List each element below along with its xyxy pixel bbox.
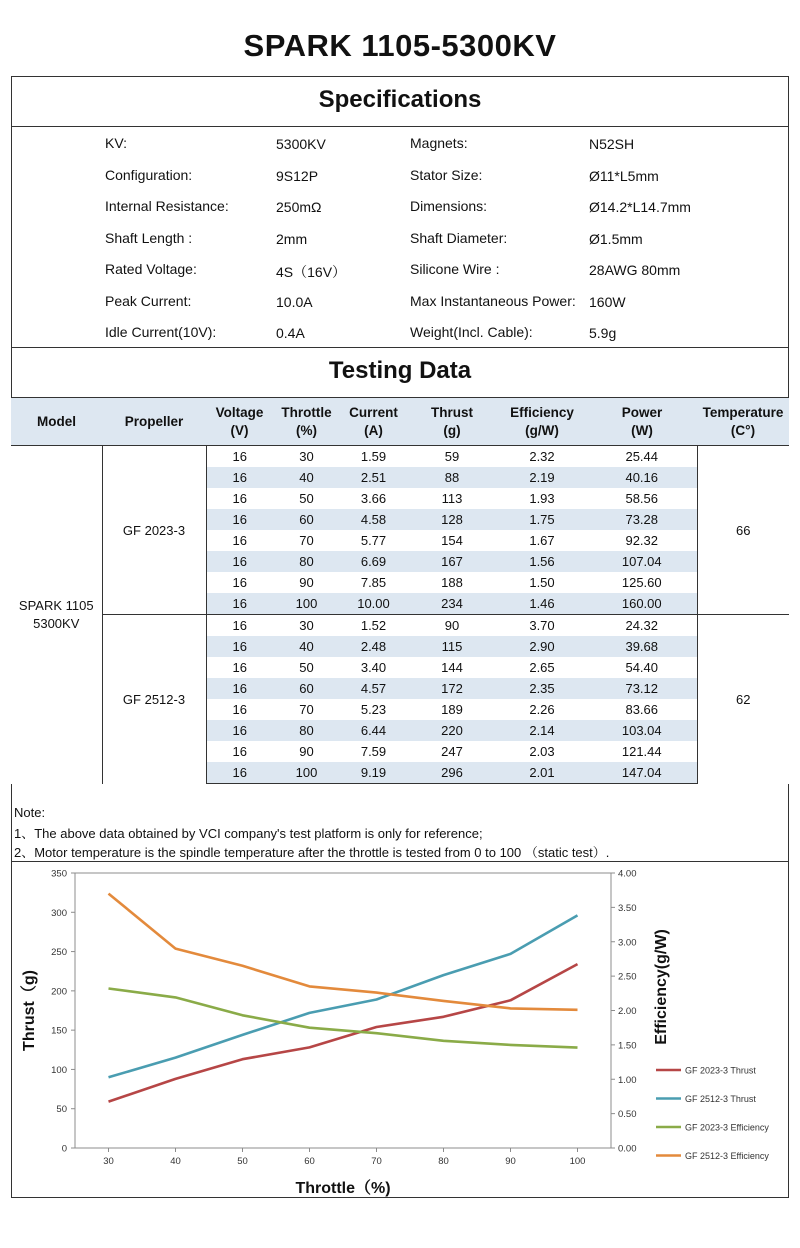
spec-value: 4S（16V）: [276, 264, 347, 280]
spec-value: N52SH: [589, 136, 635, 152]
spec-label: Shaft Diameter:: [410, 229, 508, 246]
table-cell: 16: [232, 744, 247, 759]
column-header-text: Power: [621, 404, 663, 420]
spec-value: Ø14.2*L14.7mm: [589, 199, 691, 215]
spec-label: Magnets:: [410, 135, 468, 151]
column-header-text: Temperature: [702, 404, 784, 420]
column-header-unit: (g): [443, 422, 461, 438]
table-cell: 5.23: [360, 702, 387, 717]
table-cell: 4.57: [340, 678, 407, 699]
table-cell: 115: [407, 636, 497, 657]
table-cell: 160.00: [587, 593, 697, 615]
table-cell: 60: [273, 509, 340, 530]
x-tick-label: 60: [304, 1156, 315, 1167]
thrust-efficiency-chart: [11, 862, 789, 1197]
left-tick-label: 0: [61, 1143, 67, 1155]
column-header-unit: (C°): [730, 422, 756, 438]
spec-value: 250mΩ: [276, 199, 322, 215]
right-tick-label: 4.00: [618, 868, 637, 880]
table-cell: 7.85: [360, 575, 387, 590]
table-cell: 90: [299, 744, 314, 759]
legend-label: GF 2023-3 Efficiency: [685, 1122, 769, 1133]
right-tick-label: 2.50: [618, 971, 637, 983]
column-header: [102, 398, 206, 446]
table-cell: 30: [273, 615, 340, 637]
table-cell: 2.26: [529, 702, 555, 717]
table-cell: 39.68: [587, 636, 697, 657]
table-cell: 16: [206, 446, 273, 468]
spec-label: Rated Voltage:: [105, 261, 197, 277]
table-cell: 2.48: [340, 636, 407, 657]
table-cell: 1.67: [529, 533, 555, 548]
table-cell: 24.32: [587, 615, 697, 637]
table-cell: 16: [206, 467, 273, 488]
specifications-heading: Specifications: [318, 86, 482, 113]
spec-label: Stator Size:: [410, 166, 483, 183]
table-cell: 2.01: [497, 762, 587, 784]
table-body: [11, 446, 789, 784]
table-cell: 16: [232, 491, 247, 506]
table-cell: 189: [441, 702, 463, 717]
x-tick-label: 70: [371, 1156, 382, 1167]
table-cell: 16: [206, 615, 273, 637]
table-cell: 172: [407, 678, 497, 699]
table-cell: 92.32: [587, 530, 697, 551]
table-cell: 125.60: [587, 572, 697, 593]
temperature-cell: 66: [697, 446, 789, 615]
table-cell: 6.44: [340, 720, 407, 741]
table-cell: 58.56: [587, 488, 697, 509]
note-heading: Note:: [14, 805, 46, 820]
column-header-text: Efficiency: [510, 404, 574, 420]
spec-label: Dimensions:: [410, 198, 488, 214]
divider: [11, 126, 789, 127]
x-tick-label: 90: [505, 1156, 516, 1167]
right-tick-label: 0.50: [618, 1109, 637, 1121]
table-cell: 1.93: [529, 491, 555, 506]
table-cell: 16: [232, 575, 247, 590]
table-cell: 2.65: [529, 660, 555, 675]
table-cell: 1.56: [497, 551, 587, 572]
spec-label: KV:: [105, 135, 128, 151]
series-line-4: [109, 894, 578, 1010]
table-cell: 50: [299, 491, 314, 506]
x-tick-label: 40: [170, 1156, 181, 1167]
spec-value: 160W: [589, 293, 626, 310]
table-cell: 16: [206, 720, 273, 741]
table-cell: 16: [206, 762, 273, 784]
temperature-cell: 62: [697, 615, 789, 784]
column-header-text: Propeller: [124, 413, 184, 429]
table-cell: 1.52: [340, 615, 407, 637]
table-cell: 80: [273, 720, 340, 741]
table-cell: 2.90: [497, 636, 587, 657]
table-cell: 16: [206, 509, 273, 530]
spec-value: 5300KV: [276, 136, 326, 152]
table-cell: 80: [273, 551, 340, 572]
table-cell: 234: [407, 593, 497, 615]
column-header: [697, 398, 789, 446]
x-tick-label: 30: [103, 1156, 114, 1167]
table-cell: 54.40: [587, 657, 697, 678]
x-tick-label: 50: [237, 1156, 248, 1167]
table-cell: 4.58: [340, 509, 407, 530]
table-cell: 107.04: [587, 551, 697, 572]
testing-data-table: [11, 398, 789, 784]
right-tick-label: 1.00: [618, 1074, 637, 1086]
table-cell: 70: [299, 533, 314, 548]
legend-label: GF 2512-3 Efficiency: [685, 1151, 769, 1161]
right-tick-label: 3.50: [618, 902, 637, 914]
spec-label: Idle Current(10V):: [105, 324, 217, 340]
spec-label: Peak Current:: [105, 292, 192, 309]
spec-value: Ø11*L5mm: [589, 167, 659, 184]
plot-area: [75, 873, 611, 1148]
table-cell: 3.40: [360, 660, 387, 675]
column-header-text: Current: [349, 404, 398, 420]
table-cell: 16: [206, 678, 273, 699]
spec-label: Weight(Incl. Cable):: [410, 324, 533, 340]
table-row: [11, 446, 789, 468]
column-header-text: Throttle: [281, 404, 332, 420]
x-tick-label: 80: [438, 1156, 449, 1167]
table-row: [11, 615, 789, 637]
column-header-unit: (W): [631, 422, 653, 438]
right-axis-title: Efficiency(g/W): [653, 929, 670, 1045]
table-cell: 113: [441, 491, 463, 506]
spec-label: Shaft Length :: [105, 229, 193, 246]
table-cell: 144: [441, 660, 463, 675]
right-tick-label: 1.50: [618, 1040, 637, 1052]
column-header: [11, 398, 102, 446]
table-cell: 167: [407, 551, 497, 572]
x-tick-label: 100: [569, 1156, 586, 1167]
table-cell: 128: [407, 509, 497, 530]
table-cell: 16: [206, 593, 273, 615]
spec-label: Max Instantaneous Power:: [410, 292, 576, 309]
spec-label: Internal Resistance:: [105, 198, 229, 214]
column-header: [407, 398, 497, 446]
table-cell: 90: [299, 575, 314, 590]
table-cell: 16: [232, 702, 247, 717]
series-line-3: [109, 989, 578, 1048]
column-header: [340, 398, 407, 446]
left-tick-label: 250: [51, 947, 67, 959]
left-axis-title: Thrust（g): [21, 970, 38, 1051]
note-line-1: 1、The above data obtained by VCI company's test platform is only for reference;: [14, 826, 483, 841]
table-cell: 2.19: [497, 467, 587, 488]
propeller-cell: GF 2023-3: [102, 446, 206, 615]
table-cell: 88: [407, 467, 497, 488]
legend-label: GF 2512-3 Thrust: [685, 1094, 756, 1104]
left-tick-label: 200: [51, 986, 67, 998]
table-cell: 60: [273, 678, 340, 699]
table-cell: 40: [273, 467, 340, 488]
table-cell: 70: [299, 702, 314, 717]
left-tick-label: 350: [51, 868, 67, 880]
spec-value: 0.4A: [276, 325, 305, 341]
table-cell: 2.03: [529, 744, 555, 759]
model-name: SPARK 1105: [18, 597, 94, 613]
column-header-text: Thrust: [431, 404, 473, 420]
testing-data-heading: Testing Data: [328, 357, 472, 384]
table-cell: 3.70: [497, 615, 587, 637]
table-cell: 83.66: [587, 699, 697, 720]
table-cell: 1.75: [497, 509, 587, 530]
table-cell: 7.59: [360, 744, 387, 759]
spec-label: Silicone Wire :: [410, 261, 500, 277]
left-tick-label: 50: [56, 1104, 67, 1116]
divider: [11, 347, 789, 348]
spec-value: 5.9g: [589, 325, 617, 341]
table-cell: 90: [407, 615, 497, 637]
column-header: [273, 398, 340, 446]
note-line-2: 2、Motor temperature is the spindle temperature after the throttle is tested from 0 to 100 （static test）.: [14, 845, 610, 860]
spec-value: Ø1.5mm: [589, 230, 643, 247]
table-cell: 59: [407, 446, 497, 468]
series-line-2: [109, 915, 578, 1077]
table-cell: 1.50: [529, 575, 555, 590]
table-cell: 1.46: [497, 593, 587, 615]
column-header-text: Model: [37, 413, 76, 429]
table-cell: 16: [206, 636, 273, 657]
left-tick-label: 100: [51, 1064, 67, 1076]
column-header-unit: (g/W): [525, 422, 559, 438]
table-cell: 188: [441, 575, 463, 590]
table-cell: 121.44: [587, 741, 697, 762]
table-cell: 3.66: [360, 491, 387, 506]
page-title: SPARK 1105-5300KV: [243, 28, 557, 63]
table-cell: 247: [441, 744, 463, 759]
table-cell: 147.04: [587, 762, 697, 784]
model-cell: [11, 446, 102, 784]
table-cell: 296: [407, 762, 497, 784]
table-cell: 50: [299, 660, 314, 675]
legend-label: GF 2023-3 Thrust: [685, 1065, 756, 1076]
model-kv: 5300KV: [33, 615, 80, 631]
right-tick-label: 3.00: [618, 937, 637, 949]
table-cell: 100: [273, 762, 340, 784]
table-cell: 2.51: [340, 467, 407, 488]
table-cell: 220: [407, 720, 497, 741]
spec-value: 28AWG 80mm: [589, 262, 681, 278]
series-line-1: [109, 964, 578, 1102]
column-header-text: Voltage: [215, 404, 264, 420]
spec-label: Configuration:: [105, 166, 193, 183]
table-cell: 154: [441, 533, 463, 548]
table-cell: 30: [273, 446, 340, 468]
right-tick-label: 0.00: [618, 1143, 637, 1155]
table-cell: 2.35: [497, 678, 587, 699]
column-header: [206, 398, 273, 446]
table-cell: 73.12: [587, 678, 697, 699]
table-cell: 103.04: [587, 720, 697, 741]
column-header-unit: (%): [296, 422, 317, 438]
spec-value: 10.0A: [276, 293, 313, 310]
table-cell: 2.14: [497, 720, 587, 741]
table-cell: 16: [206, 551, 273, 572]
propeller-cell: GF 2512-3: [102, 615, 206, 784]
column-header-unit: (V): [230, 422, 249, 438]
table-cell: 16: [232, 533, 247, 548]
x-axis-title: Throttle（%): [295, 1180, 391, 1197]
right-tick-label: 2.00: [618, 1006, 637, 1017]
table-cell: 9.19: [340, 762, 407, 784]
table-cell: 100: [273, 593, 340, 615]
spec-value: 9S12P: [276, 167, 319, 184]
table-cell: 25.44: [587, 446, 697, 468]
column-header: [497, 398, 587, 446]
table-cell: 40.16: [587, 467, 697, 488]
column-header-unit: (A): [364, 422, 383, 438]
table-cell: 2.32: [497, 446, 587, 468]
table-cell: 5.77: [360, 533, 387, 548]
left-tick-label: 300: [51, 907, 67, 919]
table-cell: 73.28: [587, 509, 697, 530]
left-tick-label: 150: [51, 1025, 67, 1037]
table-cell: 40: [273, 636, 340, 657]
spec-value: 2mm: [276, 230, 308, 247]
table-cell: 10.00: [340, 593, 407, 615]
table-header-row: [11, 398, 789, 446]
column-header: [587, 398, 697, 446]
table-cell: 16: [232, 660, 247, 675]
table-cell: 6.69: [340, 551, 407, 572]
table-cell: 1.59: [340, 446, 407, 468]
